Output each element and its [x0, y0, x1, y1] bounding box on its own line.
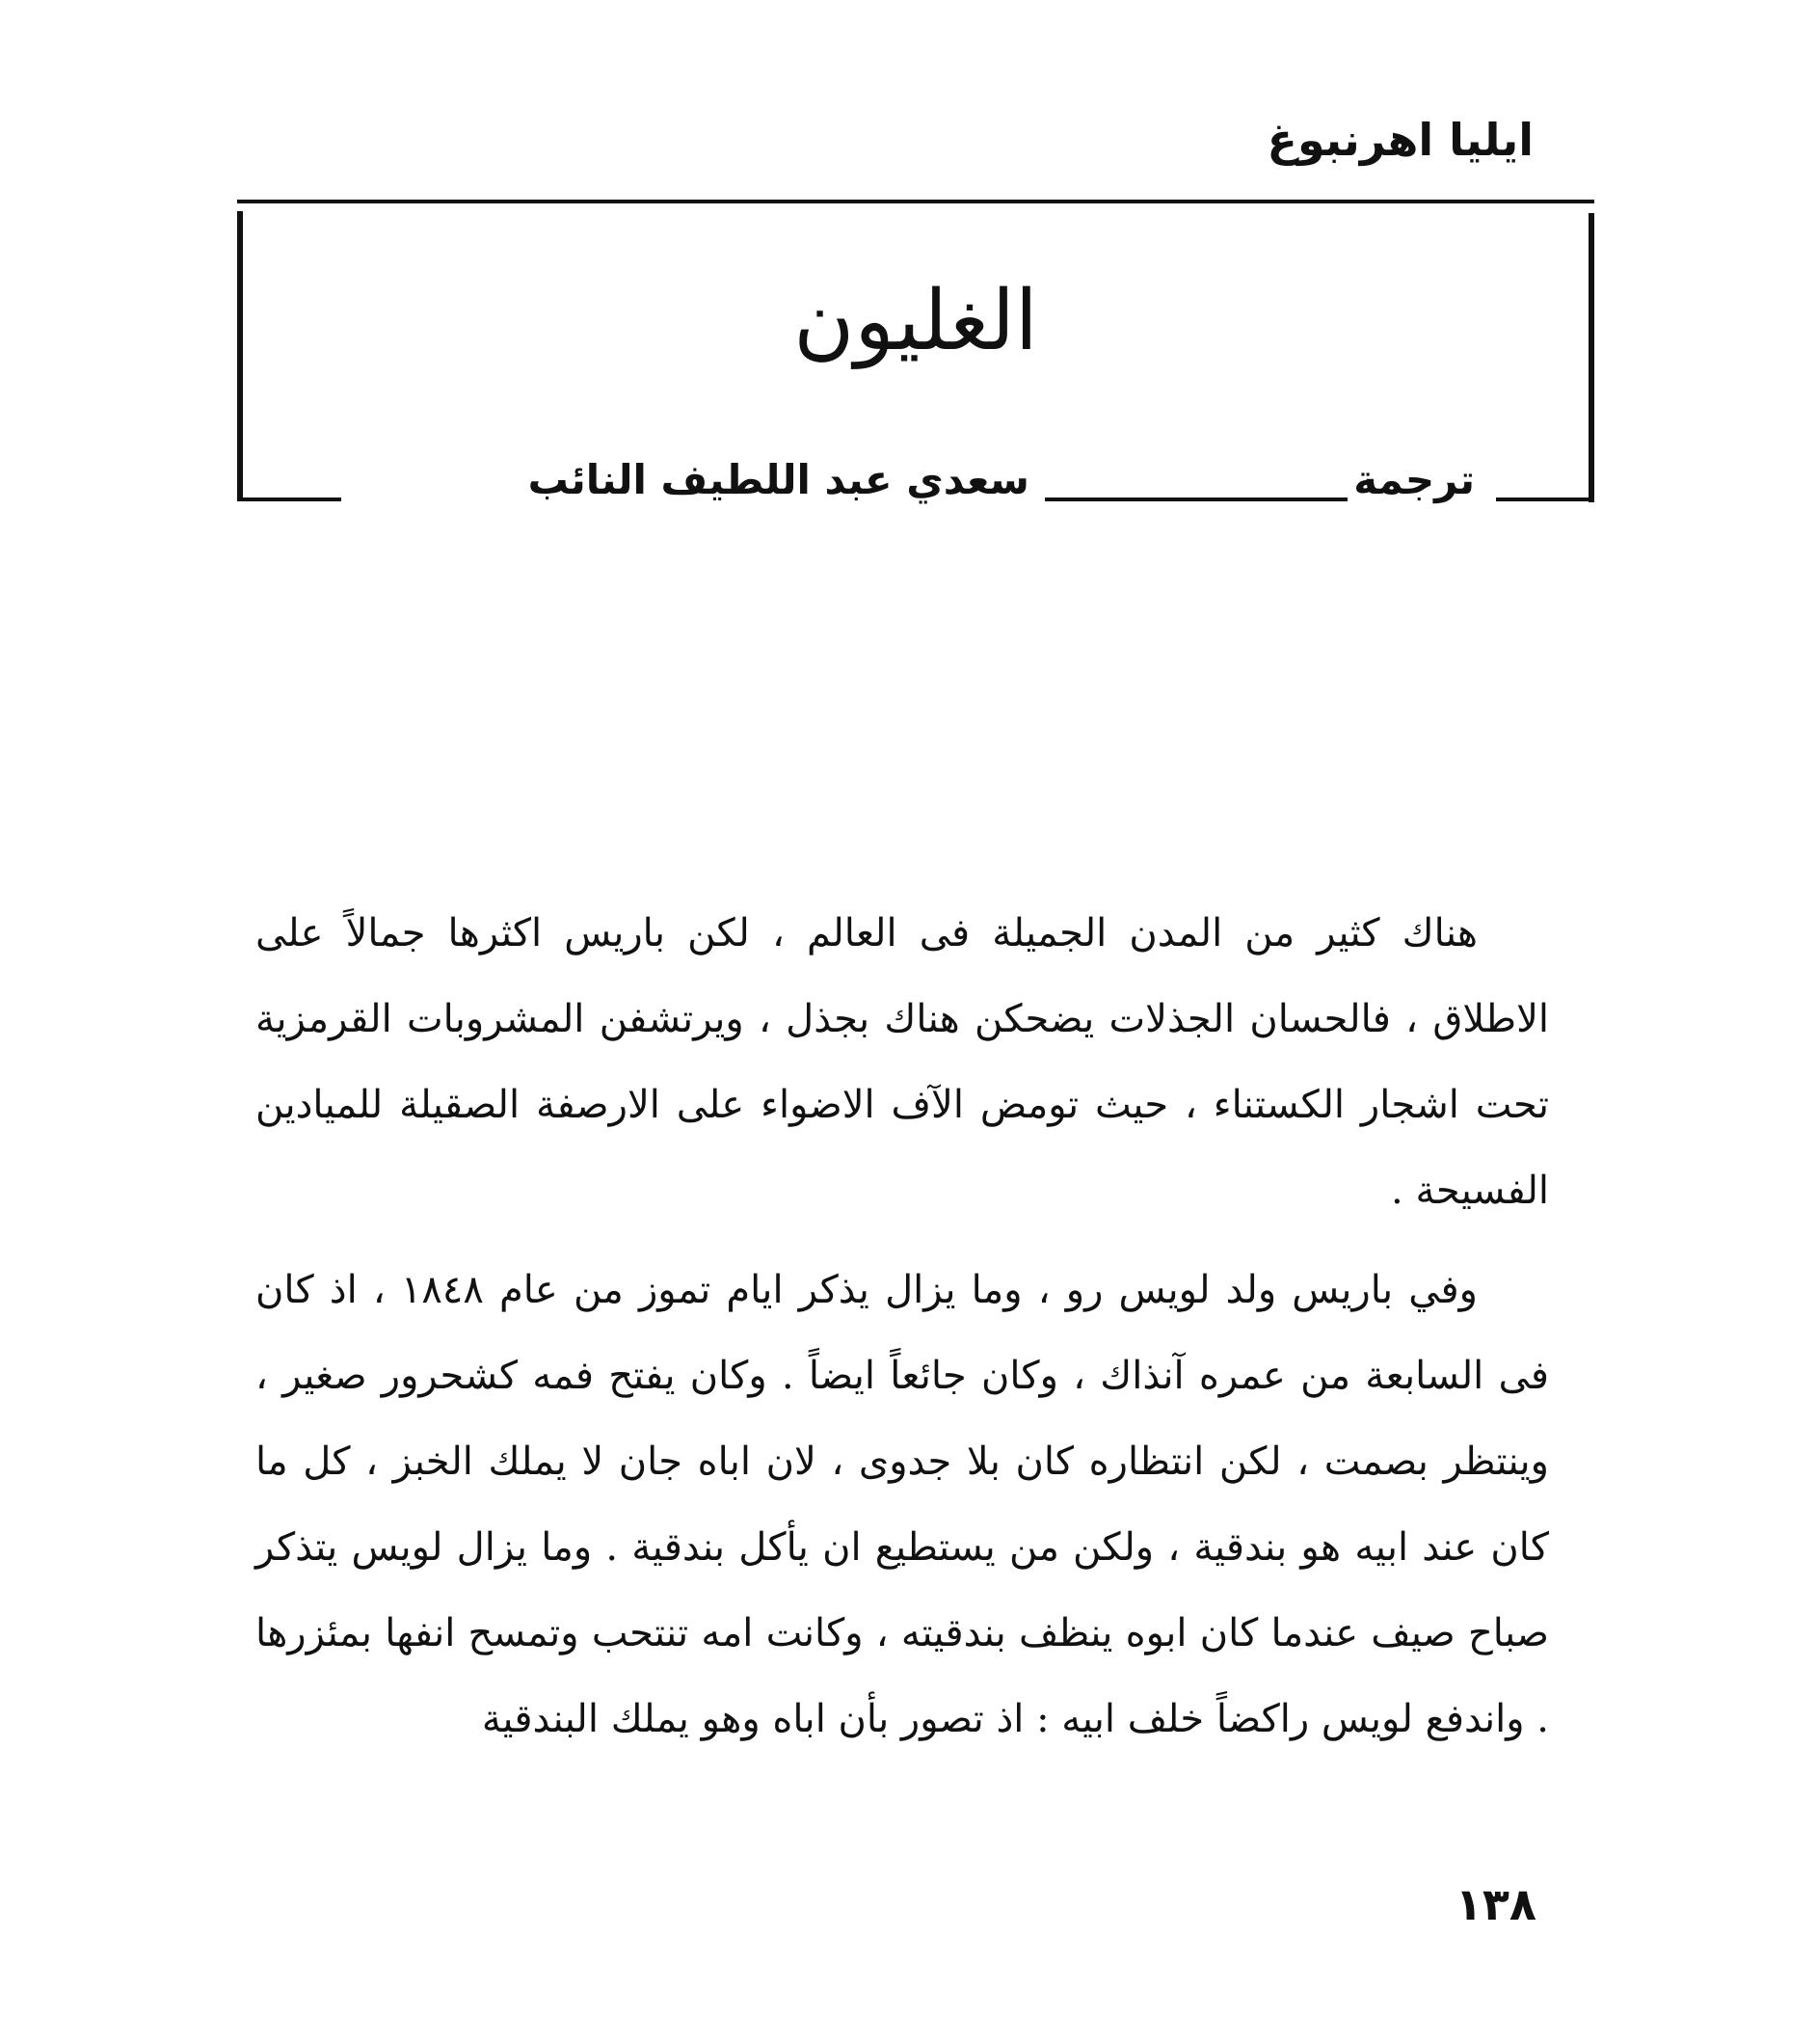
rule-segment — [237, 498, 341, 501]
translator-name: سعدي عبد اللطيف النائب — [527, 456, 1029, 503]
rule-segment — [1496, 498, 1589, 501]
translator-line — [237, 453, 1594, 511]
author-name: ايليا اهرنبوغ — [1267, 114, 1534, 166]
box-top-rule — [237, 200, 1594, 203]
paragraph-2: وفي باريس ولد لويس رو ، وما يزال يذكر ايام تموز من عام ١٨٤٨ ، اذ كان فى السابعة من عمره آنذاك ، وكان جائعاً ايضاً . وكان يفتح فمه كشحرور صغير ، وينتظر بصمت ، لكن انتظاره كان بلا جدوى ، لان اباه جان لا يملك الخبز ، كل ما كان عند ابيه هو بندقية ، ولكن من يستطيع ان يأكل بندقية . وما يزال لويس يتذكر صباح صيف عندما كان ابوه ينظف بندقيته ، وكانت امه تنتحب وتمسح انفها بمئزرها . واندفع لويس راكضاً خلف ابيه : اذ تصور بأن اباه وهو يملك البندقية — [255, 1268, 1549, 1741]
rule-segment — [1045, 498, 1348, 501]
paragraph-1: هناك كثير من المدن الجميلة فى العالم ، لكن باريس اكثرها جمالاً على الاطلاق ، فالحسان الجذلات يضحكن هناك بجذل ، ويرتشفن المشروبات القرمزية تحت اشجار الكستناء ، حيث تومض الآف الاضواء على الارصفة الصقيلة للميادين الفسيحة . — [255, 911, 1549, 1213]
page-number: ١٣٨ — [1455, 1878, 1536, 1930]
title-box — [237, 200, 1594, 503]
translation-label: ترجمة — [1353, 456, 1475, 503]
story-title: الغليون — [793, 273, 1038, 369]
